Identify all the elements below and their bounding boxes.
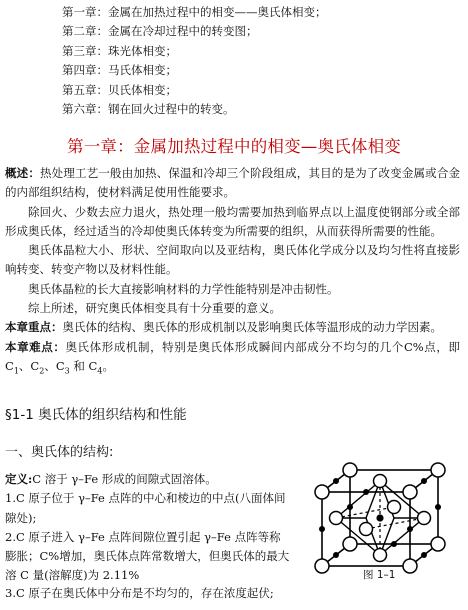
subsection-title: 一、奥氏体的结构: (5, 445, 114, 460)
overview-paragraph (5, 164, 460, 203)
separator: 、 (18, 358, 31, 373)
chapter-list-item: 第三章：珠光体相变； (62, 43, 177, 58)
body-paragraph: 奥氏体晶粒的长大直接影响材料的力学性能特别是冲击韧性。 (28, 281, 339, 296)
conjunction: 和 (73, 358, 85, 373)
chapter-list (62, 3, 327, 119)
c-symbol: C (5, 358, 14, 373)
chapter-list-item: 第二章：金属在冷却过程中的转变图； (62, 24, 258, 39)
section-title: §1-1 奥氏体的组织结构和性能 (5, 407, 187, 423)
c-subscript: 2 (39, 366, 45, 376)
chapter-list-item: 第四章：马氏体相变； (62, 63, 177, 78)
key-points-label: 本章重点： (5, 320, 63, 335)
difficulty-text: 奥氏体形成机制，特别是奥氏体形成瞬间内部成分不均匀的几个C%点，即 (65, 339, 460, 354)
definition-label: 定义: (5, 472, 33, 486)
chapter-list-item: 第一章：金属在加热过程中的相变——奥氏体相变； (62, 5, 327, 19)
chapter-list-item: 第六章：钢在回火过程中的转变。 (62, 102, 235, 117)
body-paragraph: 除回火、少数去应力退火，热处理一般均需要加热到临界点以上温度使钢部分或全部形成奥氏体，经过适当的冷却使奥氏体转变为所需要的组织，从而获得所需要的性能。 (5, 204, 460, 238)
figure-caption: 图 1–1 (363, 569, 396, 581)
chapter-body (5, 164, 460, 381)
separator: 、 (44, 358, 56, 373)
c-symbol: C (30, 358, 40, 373)
structure-definitions (5, 470, 291, 586)
period: 。 (102, 358, 114, 373)
definition-paragraph (5, 470, 291, 489)
list-item: 3.C 原子在奥氏体中分布是不均匀的，存在浓度起伏; (5, 586, 274, 600)
overview-label: 概述： (5, 166, 41, 180)
c-subscript: 4 (97, 366, 103, 376)
c-subscript: 3 (64, 366, 70, 376)
c-symbol: C (88, 358, 98, 373)
overview-text: 热处理工艺一般由加热、保温和冷却三个阶段组成，其目的是为了改变金属或合金的内部组织结构，使材料满足使用性能要求。 (5, 166, 460, 200)
list-item: 2.C 原子进入 γ–Fe 点阵间隙位置引起 γ–Fe 点阵等称膨胀；C%增加，奥氏体点阵常数增大，但奥氏体的最大溶 C 量(溶解度)为 2.11% (5, 529, 290, 583)
difficulty-paragraph (5, 338, 460, 381)
key-points-text: 奥氏体的结构、奥氏体的形成机制以及影响奥氏体等温形成的动力学因素。 (62, 320, 442, 335)
key-points-paragraph (5, 318, 460, 337)
list-item: 1.C 原子位于 γ–Fe 点阵的中心和棱边的中点(八面体间隙处); (5, 491, 286, 525)
chapter-title: 第一章：金属加热过程中的相变—奥氏体相变 (67, 137, 401, 156)
chapter-list-item: 第五章：贝氏体相变； (62, 82, 177, 97)
body-paragraph: 奥氏体晶粒大小、形状、空间取向以及亚结构，奥氏体化学成分以及均匀性将直接影响转变、转变产物以及材料性能。 (5, 243, 460, 277)
difficulty-label: 本章难点： (5, 339, 66, 354)
c-symbol: C (55, 358, 65, 373)
c-subscript: 1 (13, 366, 19, 376)
body-paragraph: 综上所述，研究奥氏体相变具有十分重要的意义。 (28, 301, 281, 316)
fcc-unit-cell-diagram (300, 458, 460, 578)
definition-text: C 溶于 γ–Fe 形成的间隙式固溶体。 (32, 472, 217, 486)
